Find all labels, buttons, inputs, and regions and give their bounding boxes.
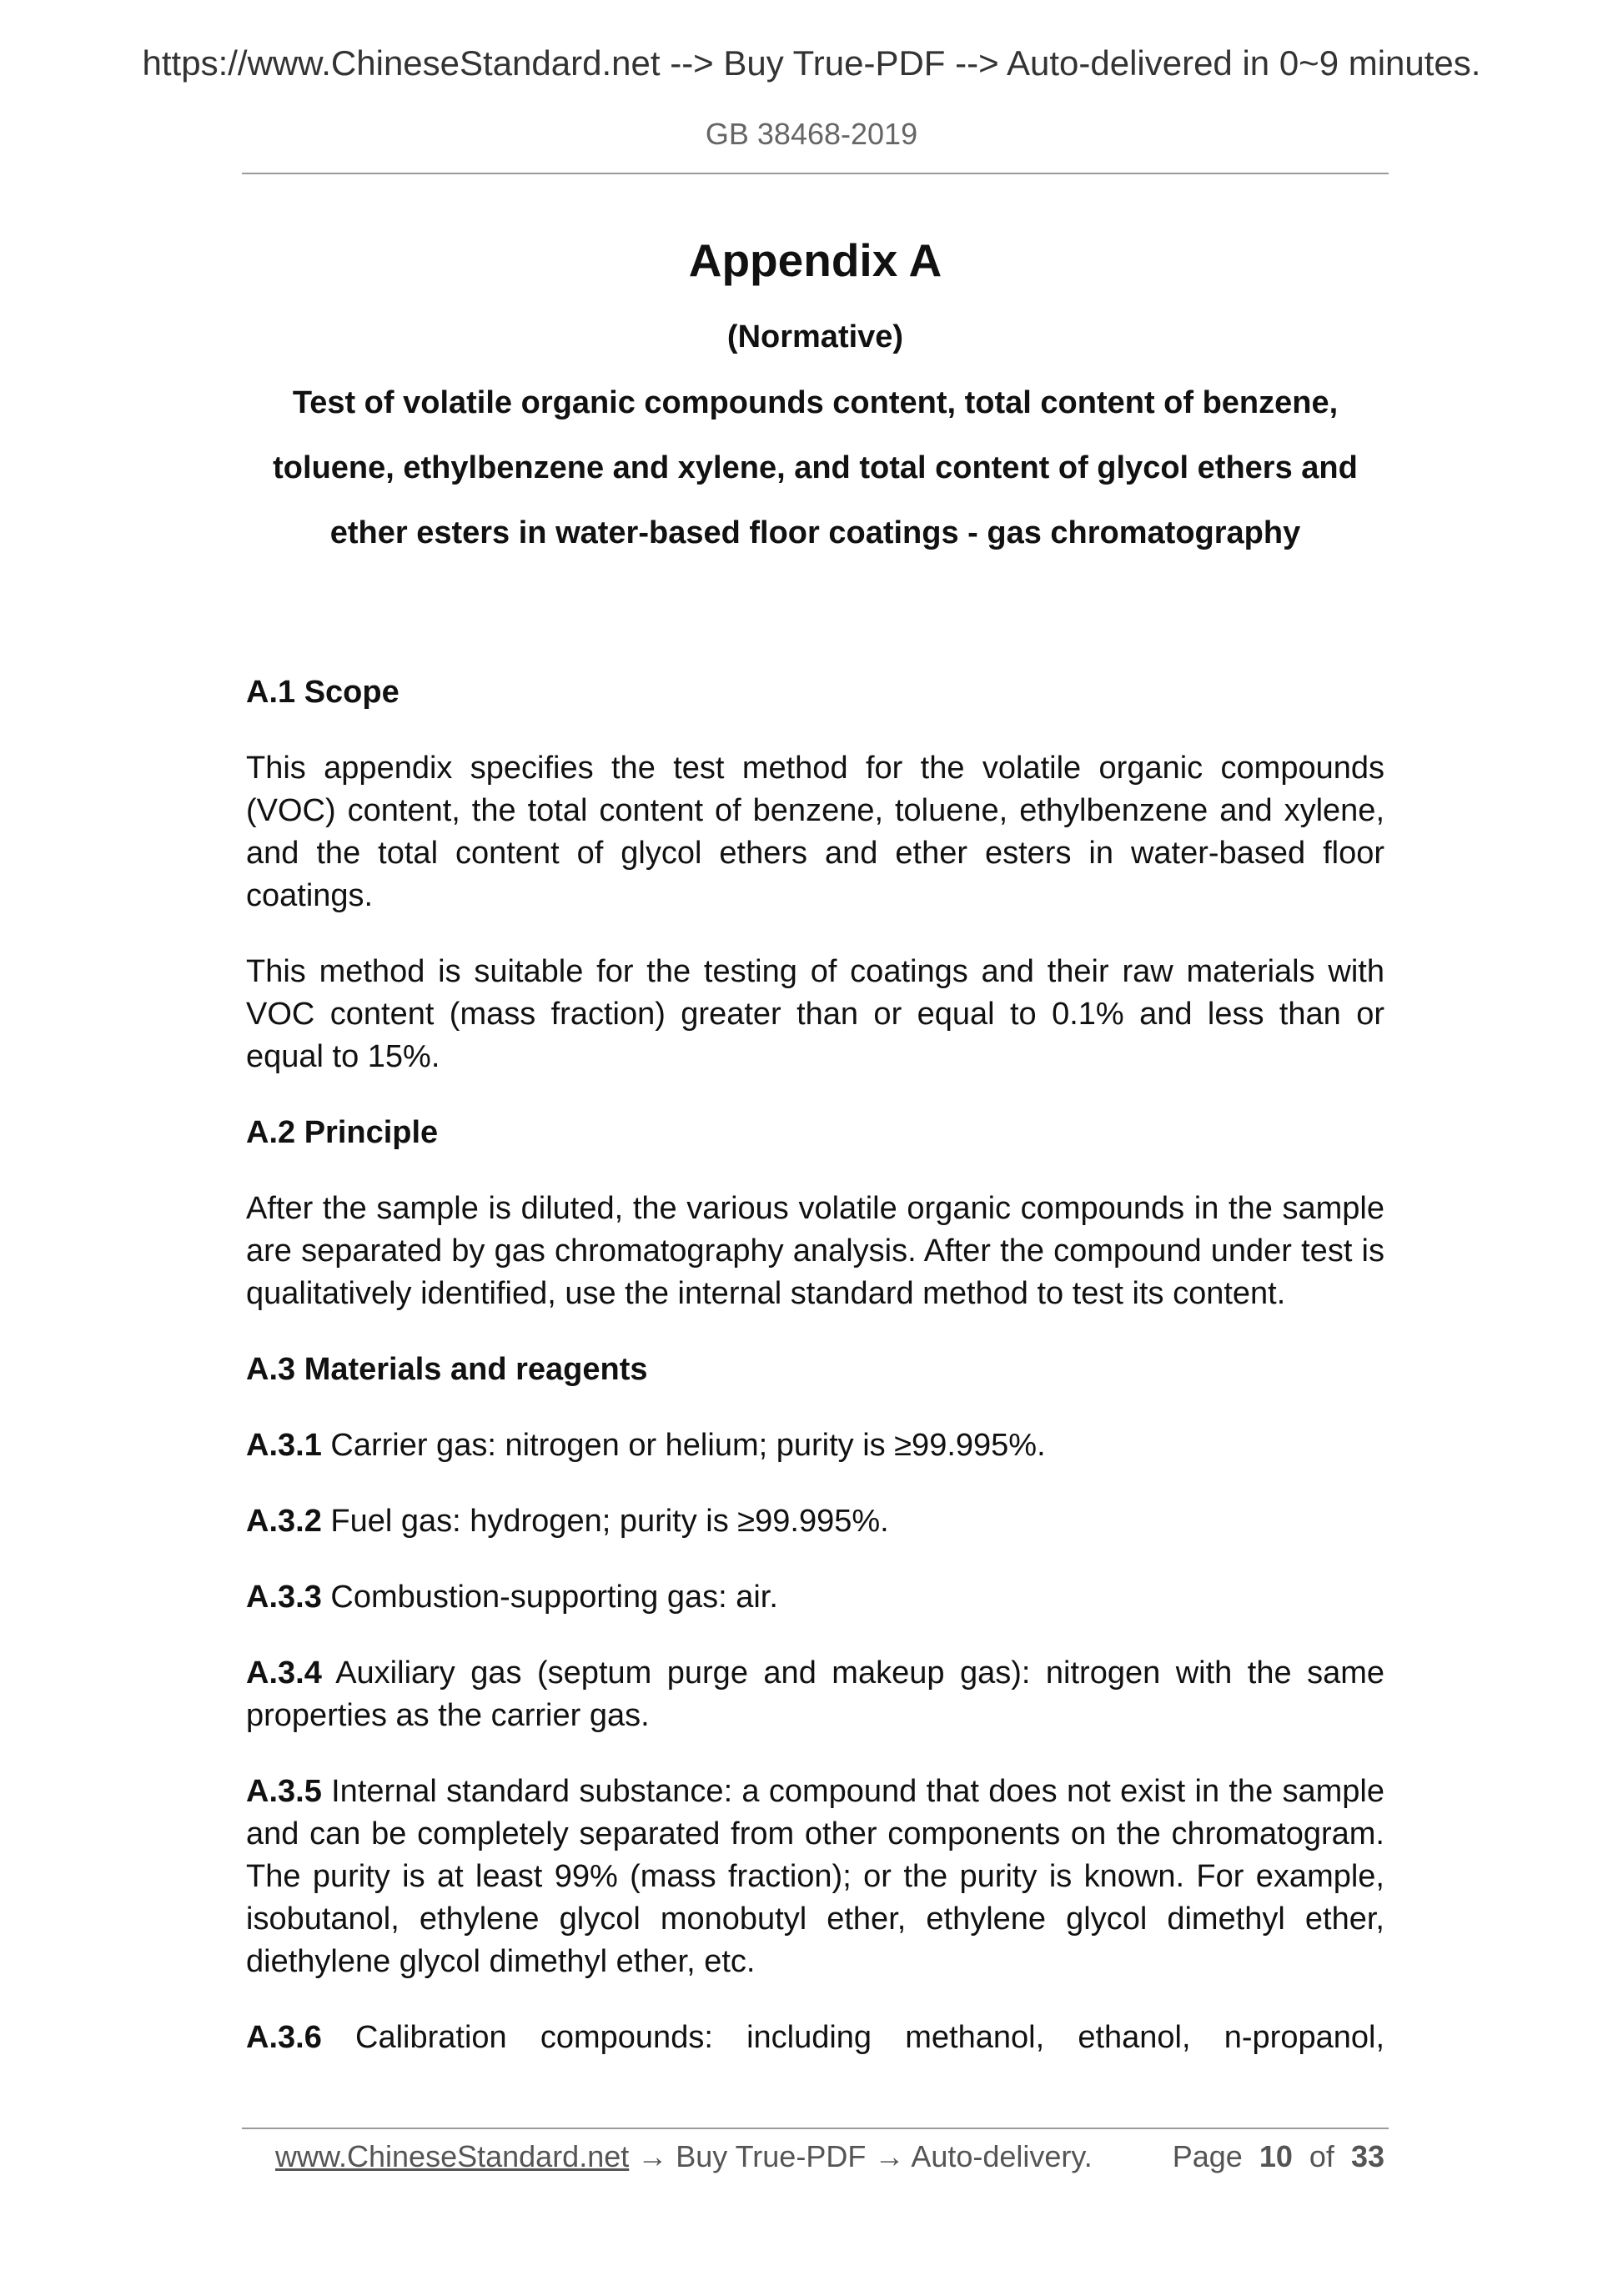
- page-of-label: of: [1309, 2139, 1334, 2173]
- page-indicator: [1173, 2139, 1384, 2174]
- appendix-subtitle-line: Test of volatile organic compounds content, total content of benzene,: [292, 384, 1339, 420]
- clause-number: A.3.2: [246, 1504, 322, 1539]
- current-page-number: 10: [1259, 2139, 1293, 2173]
- clause-text: Internal standard substance: a compound that does not exist in the sample and can be completely separated from other components on the chromatogram. The purity is at least 99% (mass fraction); or the purity is known. For example, isobutanol, ethylene glycol monobutyl ether, ethylene glycol dimethyl ether, diethylene glycol dimethyl ether, etc.: [246, 1774, 1384, 1979]
- section-heading-materials: A.3 Materials and reagents: [246, 1352, 648, 1387]
- footer-divider: [242, 2128, 1389, 2129]
- appendix-subtitle-line: toluene, ethylbenzene and xylene, and total content of glycol ethers and: [273, 450, 1358, 485]
- paragraph: This appendix specifies the test method for the volatile organic compounds (VOC) content, the total content of benzene, toluene, ethylbenzene and xylene, and the total content of glycol ethers and ether esters in water-based floor coatings.: [246, 751, 1384, 913]
- paragraph: After the sample is diluted, the various volatile organic compounds in the sample are separated by gas chromatography analysis. After the compound under test is qualitatively identified, use the internal standard method to test its content.: [246, 1191, 1384, 1311]
- clause-text: Fuel gas: hydrogen; purity is ≥99.995%.: [321, 1504, 889, 1539]
- page-label: Page: [1172, 2139, 1243, 2173]
- section-heading-principle: A.2 Principle: [246, 1115, 439, 1150]
- paragraph: This method is suitable for the testing of coatings and their raw materials with VOC content (mass fraction) greater than or equal to 0.1% and less than or equal to 15%.: [246, 954, 1384, 1074]
- footer-promo: [275, 2139, 1093, 2174]
- header-divider: [242, 173, 1389, 174]
- top-banner: https://www.ChineseStandard.net --> Buy True-PDF --> Auto-delivered in 0~9 minutes.: [142, 43, 1481, 83]
- clause-number: A.3.6: [246, 2020, 322, 2055]
- clause-item: [246, 2017, 1384, 2059]
- appendix-type: (Normative): [726, 319, 904, 354]
- standard-code: GB 38468-2019: [705, 117, 918, 151]
- section-heading-scope: A.1 Scope: [246, 675, 399, 710]
- clause-item: [246, 1771, 1384, 1983]
- clause-text: Carrier gas: nitrogen or helium; purity is ≥99.995%.: [321, 1428, 1046, 1463]
- clause-number: A.3.3: [246, 1580, 322, 1615]
- clause-text: Auxiliary gas (septum purge and makeup gas): nitrogen with the same properties as the carrier gas.: [246, 1655, 1384, 1733]
- clause-number: A.3.4: [246, 1655, 322, 1691]
- clause-number: A.3.1: [246, 1428, 322, 1463]
- clause-item: [246, 1576, 1384, 1619]
- appendix-title: Appendix A: [688, 234, 942, 286]
- footer-site-link[interactable]: www.ChineseStandard.net: [275, 2139, 630, 2173]
- clause-text: Combustion-supporting gas: air.: [321, 1580, 778, 1615]
- total-pages-number: 33: [1350, 2139, 1384, 2173]
- clause-number: A.3.5: [246, 1774, 322, 1809]
- document-body: [246, 671, 1384, 2059]
- title-block: [242, 235, 1389, 565]
- clause-item: [246, 1424, 1384, 1467]
- footer-tagline: → Buy True-PDF → Auto-delivery.: [629, 2139, 1093, 2173]
- clause-item: [246, 1652, 1384, 1737]
- appendix-subtitle-line: ether esters in water-based floor coatings - gas chromatography: [329, 515, 1301, 550]
- clause-text: Calibration compounds: including methanol, ethanol, n-propanol,: [321, 2020, 1384, 2055]
- clause-item: [246, 1500, 1384, 1543]
